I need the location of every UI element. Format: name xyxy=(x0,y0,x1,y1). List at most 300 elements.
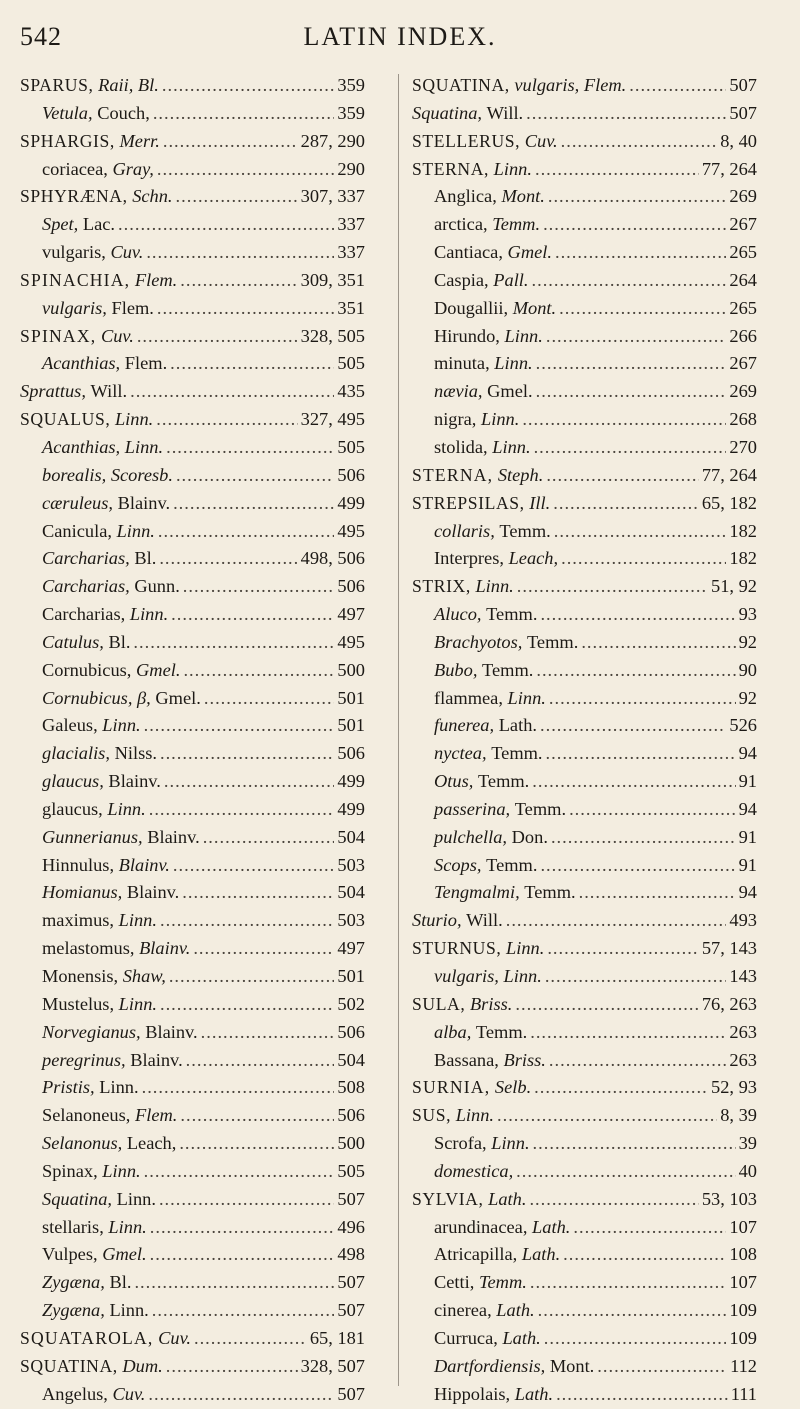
entry-authority: Blainv. xyxy=(145,1021,198,1042)
leader-dots xyxy=(597,1353,727,1381)
leader-dots xyxy=(142,1074,335,1102)
entry-name: Anglica, xyxy=(434,186,497,207)
right-index-column xyxy=(412,72,757,1409)
entry-name: glaucus, xyxy=(42,798,103,819)
entry-authority: Blainv. xyxy=(108,771,161,792)
index-entry-genus xyxy=(20,1325,365,1353)
entry-page-numbers: 503 xyxy=(337,854,365,875)
entry-page-numbers: 498, 506 xyxy=(300,548,365,569)
column-divider xyxy=(398,74,399,1386)
entry-name: Dougallii, xyxy=(434,297,509,318)
index-entry-genus xyxy=(20,323,365,351)
leader-dots xyxy=(144,712,335,740)
entry-name: coriacea, xyxy=(42,158,108,179)
entry-authority: Nilss. xyxy=(114,743,157,764)
index-entry-species xyxy=(412,740,757,768)
index-entry-species xyxy=(20,685,365,713)
leader-dots xyxy=(556,1381,728,1409)
leader-dots xyxy=(182,879,334,907)
entry-name: Tengmalmi, xyxy=(434,882,520,903)
entry-page-numbers: 500 xyxy=(337,659,365,680)
leader-dots xyxy=(173,852,335,880)
entry-page-numbers: 307, 337 xyxy=(300,186,365,207)
entry-name: Carcharias, xyxy=(42,576,130,597)
entry-name: Mustelus, xyxy=(42,993,115,1014)
entry-page-numbers: 109 xyxy=(729,1327,757,1348)
entry-page-numbers: 51, 92 xyxy=(711,576,757,597)
index-entry-species xyxy=(412,323,757,351)
entry-authority: Linn. xyxy=(455,1105,495,1126)
index-entry-species xyxy=(20,824,365,852)
entry-name: cinerea, xyxy=(434,1300,492,1321)
leader-dots xyxy=(516,1158,735,1186)
index-entry-species xyxy=(20,852,365,880)
index-entry-species xyxy=(412,1269,757,1297)
entry-page-numbers: 94 xyxy=(738,798,757,819)
entry-page-numbers: 267 xyxy=(729,353,757,374)
leader-dots xyxy=(204,685,335,713)
index-entry-species xyxy=(20,907,365,935)
leader-dots xyxy=(629,72,726,100)
leader-dots xyxy=(536,350,727,378)
index-entry-species xyxy=(412,1241,757,1269)
entry-authority: Couch, xyxy=(97,102,150,123)
index-entry-species xyxy=(20,378,365,406)
entry-authority: Gmel. xyxy=(507,242,552,263)
leader-dots xyxy=(152,1297,335,1325)
entry-authority: Linn. xyxy=(108,1216,147,1237)
entry-authority: Temm. xyxy=(475,1021,528,1042)
entry-authority: Temm. xyxy=(491,743,543,764)
entry-page-numbers: 504 xyxy=(337,826,365,847)
index-entry-species xyxy=(412,1047,757,1075)
entry-authority: Don. xyxy=(511,826,548,847)
entry-name: cæruleus, xyxy=(42,492,114,513)
entry-page-numbers: 92 xyxy=(738,631,757,652)
entry-name: Cantiaca, xyxy=(434,242,503,263)
entry-authority: Gray, xyxy=(112,158,154,179)
entry-authority: Will. xyxy=(486,102,524,123)
entry-name: maximus, xyxy=(42,910,115,931)
leader-dots xyxy=(159,1186,334,1214)
index-entry-species xyxy=(412,239,757,267)
index-entry-species xyxy=(20,239,365,267)
index-entry-genus xyxy=(20,267,365,295)
entry-name: stellaris, xyxy=(42,1216,104,1237)
entry-page-numbers: 507 xyxy=(729,102,757,123)
index-entry-species xyxy=(20,1297,365,1325)
entry-name: Bubo, xyxy=(434,659,478,680)
leader-dots xyxy=(170,350,334,378)
entry-page-numbers: 504 xyxy=(337,882,365,903)
entry-name: Sturio, xyxy=(412,910,462,931)
entry-authority: Linn. xyxy=(109,1300,149,1321)
entry-authority: Merr. xyxy=(119,130,160,151)
index-entry-species xyxy=(412,685,757,713)
entry-name: STURNUS, xyxy=(412,938,502,959)
leader-dots xyxy=(546,740,736,768)
index-entry-species xyxy=(20,545,365,573)
leader-dots xyxy=(118,211,334,239)
entry-page-numbers: 499 xyxy=(337,492,365,513)
entry-page-numbers: 498 xyxy=(337,1244,365,1265)
entry-authority: Temm. xyxy=(514,798,567,819)
entry-authority: Flem. xyxy=(134,269,178,290)
entry-page-numbers: 76, 263 xyxy=(701,993,757,1014)
index-entry-species xyxy=(412,518,757,546)
entry-authority: Blainv. xyxy=(117,492,171,513)
entry-authority: vulgaris, Flem. xyxy=(514,75,627,95)
entry-page-numbers: 497 xyxy=(337,938,365,959)
leader-dots xyxy=(194,1325,307,1353)
entry-page-numbers: 268 xyxy=(729,409,757,430)
entry-page-numbers: 57, 143 xyxy=(701,938,757,959)
index-entry-genus xyxy=(412,935,757,963)
entry-authority: Bl. xyxy=(134,548,157,569)
entry-authority: Blainv. xyxy=(130,1049,183,1070)
entry-name: SQUATINA, xyxy=(412,75,510,95)
entry-page-numbers: 493 xyxy=(729,910,757,931)
leader-dots xyxy=(201,1019,335,1047)
index-entry-species xyxy=(20,768,365,796)
leader-dots xyxy=(526,100,726,128)
leader-dots xyxy=(148,1381,334,1409)
entry-authority: Schn. xyxy=(132,186,173,207)
entry-name: Angelus, xyxy=(42,1383,108,1404)
entry-name: nyctea, xyxy=(434,743,487,764)
leader-dots xyxy=(515,991,698,1019)
index-entry-species xyxy=(20,1186,365,1214)
entry-name: Hinnulus, xyxy=(42,854,115,875)
entry-authority: Temm. xyxy=(486,854,538,875)
entry-authority: Blainv. xyxy=(118,854,170,875)
leader-dots xyxy=(529,1186,698,1214)
index-entry-species xyxy=(20,712,365,740)
entry-authority: Mont. xyxy=(512,297,557,318)
entry-name: Caspia, xyxy=(434,269,489,290)
index-entry-genus xyxy=(412,490,757,518)
entry-authority: Blainv. xyxy=(147,826,200,847)
entry-page-numbers: 328, 505 xyxy=(300,325,365,346)
entry-page-numbers: 91 xyxy=(738,771,757,792)
leader-dots xyxy=(543,211,726,239)
leader-dots xyxy=(549,685,736,713)
index-entry-species xyxy=(412,796,757,824)
entry-page-numbers: 503 xyxy=(337,910,365,931)
entry-name: Spinax, xyxy=(42,1160,98,1181)
entry-name: nigra, xyxy=(434,409,477,430)
entry-page-numbers: 40 xyxy=(738,1160,757,1181)
entry-authority: Temm. xyxy=(477,771,530,792)
entry-authority: Lath. xyxy=(502,1327,541,1348)
entry-name: peregrinus, xyxy=(42,1049,126,1070)
entry-name: Brachyotos, xyxy=(434,631,523,652)
entry-name: Sprattus, xyxy=(20,381,86,402)
leader-dots xyxy=(561,545,726,573)
entry-authority: Cuv. xyxy=(112,1383,146,1404)
entry-authority: Temm. xyxy=(499,520,551,541)
index-entry-genus xyxy=(412,991,757,1019)
entry-authority: Linn. xyxy=(492,436,531,457)
leader-dots xyxy=(133,629,334,657)
entry-authority: Scoresb. xyxy=(110,464,173,485)
index-entry-species xyxy=(20,991,365,1019)
entry-page-numbers: 107 xyxy=(729,1272,757,1293)
leader-dots xyxy=(160,740,334,768)
leader-dots xyxy=(545,963,727,991)
entry-page-numbers: 309, 351 xyxy=(300,269,365,290)
running-head xyxy=(20,22,780,54)
entry-authority: Selb. xyxy=(494,1077,532,1098)
index-entry-species xyxy=(412,350,757,378)
entry-page-numbers: 77, 264 xyxy=(701,158,757,179)
entry-authority: Linn. xyxy=(491,1133,530,1154)
left-index-column xyxy=(20,72,365,1409)
entry-name: SPINACHIA, xyxy=(20,269,131,290)
entry-authority: Linn. xyxy=(494,353,533,374)
entry-name: Acanthias, xyxy=(42,436,121,457)
leader-dots xyxy=(506,907,727,935)
entry-page-numbers: 109 xyxy=(729,1300,757,1321)
entry-name: alba, xyxy=(434,1021,472,1042)
entry-page-numbers: 39 xyxy=(738,1133,757,1154)
leader-dots xyxy=(166,434,334,462)
entry-page-numbers: 359 xyxy=(337,102,365,123)
leader-dots xyxy=(157,156,335,184)
index-entry-species xyxy=(20,879,365,907)
entry-name: glaucus, xyxy=(42,771,104,792)
index-entry-species xyxy=(412,1325,757,1353)
entry-name: Homianus, xyxy=(42,882,123,903)
entry-authority: Gmel. xyxy=(102,1244,147,1265)
entry-authority: Linn. xyxy=(475,576,514,597)
leader-dots xyxy=(158,518,335,546)
index-entry-genus xyxy=(412,462,757,490)
index-entry-species xyxy=(412,545,757,573)
entry-name: Zygæna, xyxy=(42,1272,105,1293)
entry-authority: Linn. xyxy=(493,158,532,179)
index-entry-species xyxy=(412,712,757,740)
leader-dots xyxy=(183,573,335,601)
entry-authority: Flem. xyxy=(134,1105,178,1126)
entry-name: Interpres, xyxy=(434,548,504,569)
entry-name: arundinacea, xyxy=(434,1216,528,1237)
leader-dots xyxy=(193,935,334,963)
entry-page-numbers: 507 xyxy=(337,1300,365,1321)
index-entry-genus xyxy=(20,1353,365,1381)
index-entry-species xyxy=(20,629,365,657)
entry-authority: Linn. xyxy=(503,966,542,986)
entry-name: Acanthias, xyxy=(42,353,121,374)
entry-page-numbers: 94 xyxy=(738,743,757,764)
entry-name: collaris, xyxy=(434,520,495,541)
entry-page-numbers: 8, 39 xyxy=(720,1105,757,1126)
leader-dots xyxy=(544,1325,727,1353)
leader-dots xyxy=(146,239,334,267)
index-entry-species xyxy=(20,657,365,685)
index-entry-species xyxy=(412,267,757,295)
entry-authority: Briss. xyxy=(503,1049,546,1070)
entry-authority: Temm. xyxy=(486,604,538,625)
index-entry-genus xyxy=(20,183,365,211)
entry-name: Monensis, xyxy=(42,966,119,986)
leader-dots xyxy=(160,907,334,935)
entry-page-numbers: 504 xyxy=(337,1049,365,1070)
page-number: 542 xyxy=(20,22,62,51)
entry-authority: Lath. xyxy=(488,1188,527,1209)
leader-dots xyxy=(137,323,298,351)
entry-name: domestica, xyxy=(434,1160,514,1181)
entry-page-numbers: 108 xyxy=(729,1244,757,1265)
entry-page-numbers: 92 xyxy=(738,687,757,708)
entry-authority: Linn. xyxy=(99,1077,139,1098)
entry-name: SPHYRÆNA, xyxy=(20,186,128,207)
entry-authority: Cuv. xyxy=(524,130,558,151)
entry-authority: Linn. xyxy=(107,798,146,819)
leader-dots xyxy=(536,657,735,685)
index-entry-species xyxy=(412,434,757,462)
leader-dots xyxy=(548,183,727,211)
entry-name: nævia, xyxy=(434,381,483,402)
entry-page-numbers: 265 xyxy=(729,297,757,318)
leader-dots xyxy=(536,378,727,406)
entry-page-numbers: 263 xyxy=(729,1021,757,1042)
leader-dots xyxy=(179,1130,334,1158)
entry-page-numbers: 499 xyxy=(337,798,365,819)
entry-authority: Temm. xyxy=(526,631,579,652)
page-title: LATIN INDEX. xyxy=(303,22,497,51)
entry-authority: Linn. xyxy=(102,715,141,736)
leader-dots xyxy=(561,128,718,156)
leader-dots xyxy=(563,1241,726,1269)
entry-authority: Cuv. xyxy=(158,1327,191,1348)
entry-authority: Lath. xyxy=(496,1300,535,1321)
entry-authority: Temm. xyxy=(492,214,541,235)
index-entry-species xyxy=(20,1074,365,1102)
index-entry-species xyxy=(20,295,365,323)
entry-page-numbers: 502 xyxy=(337,993,365,1014)
entry-authority: Linn. xyxy=(116,520,155,541)
leader-dots xyxy=(159,545,297,573)
index-entry-species xyxy=(20,1214,365,1242)
index-entry-species xyxy=(412,183,757,211)
index-entry-species xyxy=(20,740,365,768)
entry-authority: Temm. xyxy=(478,1272,527,1293)
entry-page-numbers: 266 xyxy=(729,325,757,346)
entry-name: Catulus, xyxy=(42,631,104,652)
leader-dots xyxy=(532,768,735,796)
index-entry-genus xyxy=(412,128,757,156)
entry-name: Norvegianus, xyxy=(42,1021,141,1042)
entry-authority: Blainv. xyxy=(139,938,191,959)
leader-dots xyxy=(573,1214,726,1242)
entry-authority: Gmel. xyxy=(136,659,181,680)
index-entry-species xyxy=(412,601,757,629)
entry-page-numbers: 506 xyxy=(337,743,365,764)
index-entry-species xyxy=(20,462,365,490)
leader-dots xyxy=(581,629,735,657)
entry-authority: Linn. xyxy=(124,436,164,457)
leader-dots xyxy=(553,490,699,518)
entry-page-numbers: 337 xyxy=(337,214,365,235)
index-entry-species xyxy=(20,490,365,518)
entry-authority: Blainv. xyxy=(126,882,180,903)
leader-dots xyxy=(180,267,297,295)
index-entry-species xyxy=(412,378,757,406)
leader-dots xyxy=(540,712,726,740)
entry-authority: Leach, xyxy=(508,548,559,569)
entry-name: Carcharias, xyxy=(42,604,126,625)
entry-page-numbers: 506 xyxy=(337,1105,365,1126)
entry-authority: Temm. xyxy=(524,882,576,903)
entry-page-numbers: 264 xyxy=(729,269,757,290)
entry-authority: Linn. xyxy=(481,409,520,430)
leader-dots xyxy=(532,267,727,295)
entry-name: Squatina, xyxy=(42,1188,112,1209)
entry-page-numbers: 505 xyxy=(337,436,365,457)
leader-dots xyxy=(579,879,736,907)
leader-dots xyxy=(530,1019,726,1047)
index-entry-genus xyxy=(20,72,365,100)
entry-authority: Linn. xyxy=(504,325,543,346)
entry-page-numbers: 507 xyxy=(337,1272,365,1293)
entry-page-numbers: 182 xyxy=(729,520,757,541)
entry-name: Gunnerianus, xyxy=(42,826,143,847)
leader-dots xyxy=(163,128,298,156)
leader-dots xyxy=(169,963,335,991)
entry-page-numbers: 505 xyxy=(337,353,365,374)
index-entry-species xyxy=(412,768,757,796)
index-entry-species xyxy=(20,573,365,601)
entry-name: SURNIA, xyxy=(412,1077,491,1098)
entry-name: STRIX, xyxy=(412,576,471,597)
entry-name: Carcharias, xyxy=(42,548,130,569)
entry-name: glacialis, xyxy=(42,743,110,764)
entry-authority: Gmel. xyxy=(155,687,201,708)
entry-authority: Bl. xyxy=(109,1272,132,1293)
entry-page-numbers: 506 xyxy=(337,576,365,597)
entry-name: SQUATAROLA, xyxy=(20,1327,154,1348)
leader-dots xyxy=(186,1047,335,1075)
entry-page-numbers: 65, 181 xyxy=(309,1327,365,1348)
leader-dots xyxy=(150,1214,335,1242)
entry-page-numbers: 94 xyxy=(738,882,757,903)
entry-name: borealis, xyxy=(42,464,107,485)
index-entry-genus xyxy=(20,128,365,156)
entry-page-numbers: 265 xyxy=(729,242,757,263)
entry-name: Cornubicus, β, xyxy=(42,687,151,708)
leader-dots xyxy=(551,824,736,852)
index-entry-genus xyxy=(20,406,365,434)
entry-name: stolida, xyxy=(434,436,488,457)
leader-dots xyxy=(144,1158,335,1186)
entry-page-numbers: 500 xyxy=(337,1133,365,1154)
index-entry-genus xyxy=(412,156,757,184)
index-entry-species xyxy=(412,657,757,685)
entry-page-numbers: 507 xyxy=(337,1188,365,1209)
entry-authority: Mont. xyxy=(501,186,545,207)
entry-authority: Linn. xyxy=(505,938,545,959)
entry-name: funerea, xyxy=(434,715,495,736)
entry-authority: Lac. xyxy=(82,214,116,235)
index-entry-species xyxy=(412,406,757,434)
index-entry-species xyxy=(412,963,757,991)
entry-name: Pristis, xyxy=(42,1077,95,1098)
entry-page-numbers: 65, 182 xyxy=(701,492,757,513)
entry-page-numbers: 506 xyxy=(337,1021,365,1042)
leader-dots xyxy=(546,323,727,351)
entry-page-numbers: 143 xyxy=(729,966,757,986)
